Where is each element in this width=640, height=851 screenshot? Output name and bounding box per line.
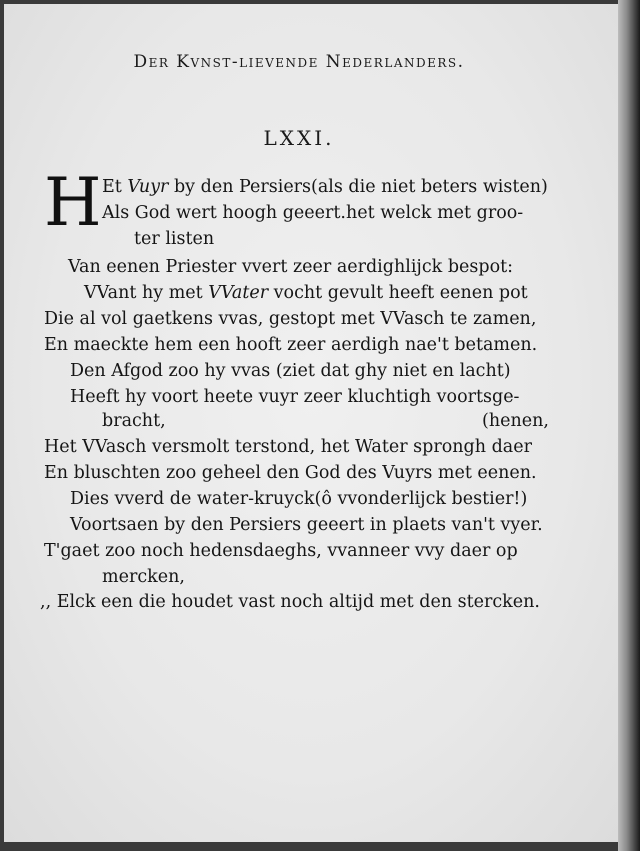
drop-cap: H: [44, 164, 102, 241]
poem-line-5: VVant hy met VVater vocht gevult heeft eenen pot: [84, 283, 528, 303]
poem-line-3: ter listen: [134, 229, 215, 249]
poem-line-14: Voortsaen by den Persiers geeert in plaets van't vyer.: [70, 515, 543, 535]
poem-line-2: Als God wert hoogh geeert.het welck met groo-: [102, 203, 524, 223]
poem-line-1: Et Vuyr by den Persiers(als die niet beters wisten): [102, 177, 548, 197]
book-page: [4, 4, 621, 842]
poem-line-13: Dies vverd de water-kruyck(ô vvonderlijck bestier!): [70, 489, 528, 509]
poem-line-9: Heeft hy voort heete vuyr zeer kluchtigh voortsge-: [70, 387, 520, 407]
poem-line-8: Den Afgod zoo hy vvas (ziet dat ghy niet en lacht): [70, 361, 511, 381]
running-header: Der Kvnst-lievende Nederlanders.: [133, 52, 465, 72]
poem-line-10-turnover: (henen,: [482, 411, 549, 431]
poem-line-4: Van eenen Priester vvert zeer aerdighlijck bespot:: [68, 257, 514, 277]
poem-line-15: T'gaet zoo noch hedensdaeghs, vvanneer vvy daer op: [44, 541, 518, 561]
poem-line-7: En maeckte hem een hooft zeer aerdigh nae't betamen.: [44, 335, 538, 355]
poem-line-10: bracht,: [102, 411, 166, 431]
poem-line-16: mercken,: [102, 567, 185, 587]
section-number: LXXI.: [263, 126, 335, 150]
poem-line-6: Die al vol gaetkens vvas, gestopt met VVasch te zamen,: [44, 309, 537, 329]
poem-line-12: En bluschten zoo geheel den God des Vuyrs met eenen.: [44, 463, 537, 483]
poem-line-11: Het VVasch versmolt terstond, het Water sprongh daer: [44, 437, 532, 457]
poem-line-17: ,, Elck een die houdet vast noch altijd met den stercken.: [40, 592, 540, 612]
book-spine-shadow: [618, 0, 640, 851]
